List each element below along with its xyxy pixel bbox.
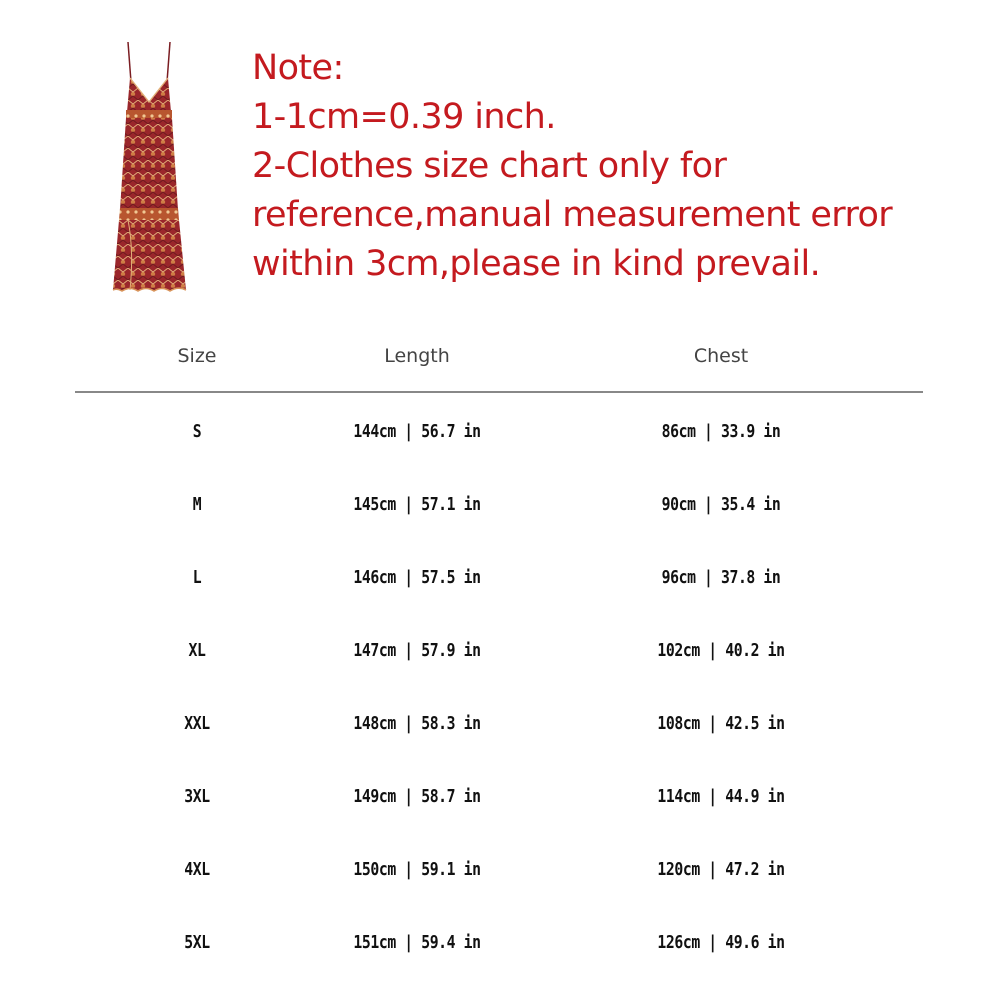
table-row [75, 640, 923, 680]
length-cell: 150cm | 59.1 in [353, 859, 481, 880]
size-cell: XL [188, 640, 206, 661]
size-cell: XXL [184, 713, 210, 734]
note-reference-line-3: within 3cm,please in kind prevail. [252, 244, 821, 284]
length-cell: 149cm | 58.7 in [353, 786, 481, 807]
chest-cell: 114cm | 44.9 in [657, 786, 785, 807]
header-divider [75, 391, 923, 393]
chest-cell: 90cm | 35.4 in [661, 494, 781, 515]
chest-cell: 126cm | 49.6 in [657, 932, 785, 953]
chest-cell: 96cm | 37.8 in [661, 567, 781, 588]
table-row [75, 859, 923, 899]
table-row [75, 567, 923, 607]
note-reference-line-1: 2-Clothes size chart only for [252, 146, 727, 186]
length-cell: 148cm | 58.3 in [353, 713, 481, 734]
size-note [252, 44, 972, 289]
header-length: Length [384, 345, 450, 367]
table-row [75, 786, 923, 826]
chest-cell: 108cm | 42.5 in [657, 713, 785, 734]
header-chest: Chest [693, 345, 749, 367]
table-row [75, 421, 923, 461]
size-cell: 4XL [184, 859, 210, 880]
length-cell: 145cm | 57.1 in [353, 494, 481, 515]
note-title: Note: [252, 48, 344, 88]
size-table-header [75, 340, 923, 380]
chest-cell: 102cm | 40.2 in [657, 640, 785, 661]
note-reference-line-2: reference,manual measurement error [252, 195, 893, 235]
table-row [75, 713, 923, 753]
header-size: Size [177, 345, 217, 367]
size-cell: S [192, 421, 202, 442]
length-cell: 151cm | 59.4 in [353, 932, 481, 953]
length-cell: 144cm | 56.7 in [353, 421, 481, 442]
size-cell: M [192, 494, 202, 515]
size-cell: 3XL [184, 786, 210, 807]
size-cell: L [192, 567, 202, 588]
product-image [108, 40, 190, 295]
chest-cell: 120cm | 47.2 in [657, 859, 785, 880]
length-cell: 146cm | 57.5 in [353, 567, 481, 588]
table-row [75, 494, 923, 534]
note-conversion: 1-1cm=0.39 inch. [252, 97, 556, 137]
chest-cell: 86cm | 33.9 in [661, 421, 781, 442]
length-cell: 147cm | 57.9 in [353, 640, 481, 661]
maxi-dress-illustration [108, 40, 190, 295]
size-cell: 5XL [184, 932, 210, 953]
table-row [75, 932, 923, 972]
